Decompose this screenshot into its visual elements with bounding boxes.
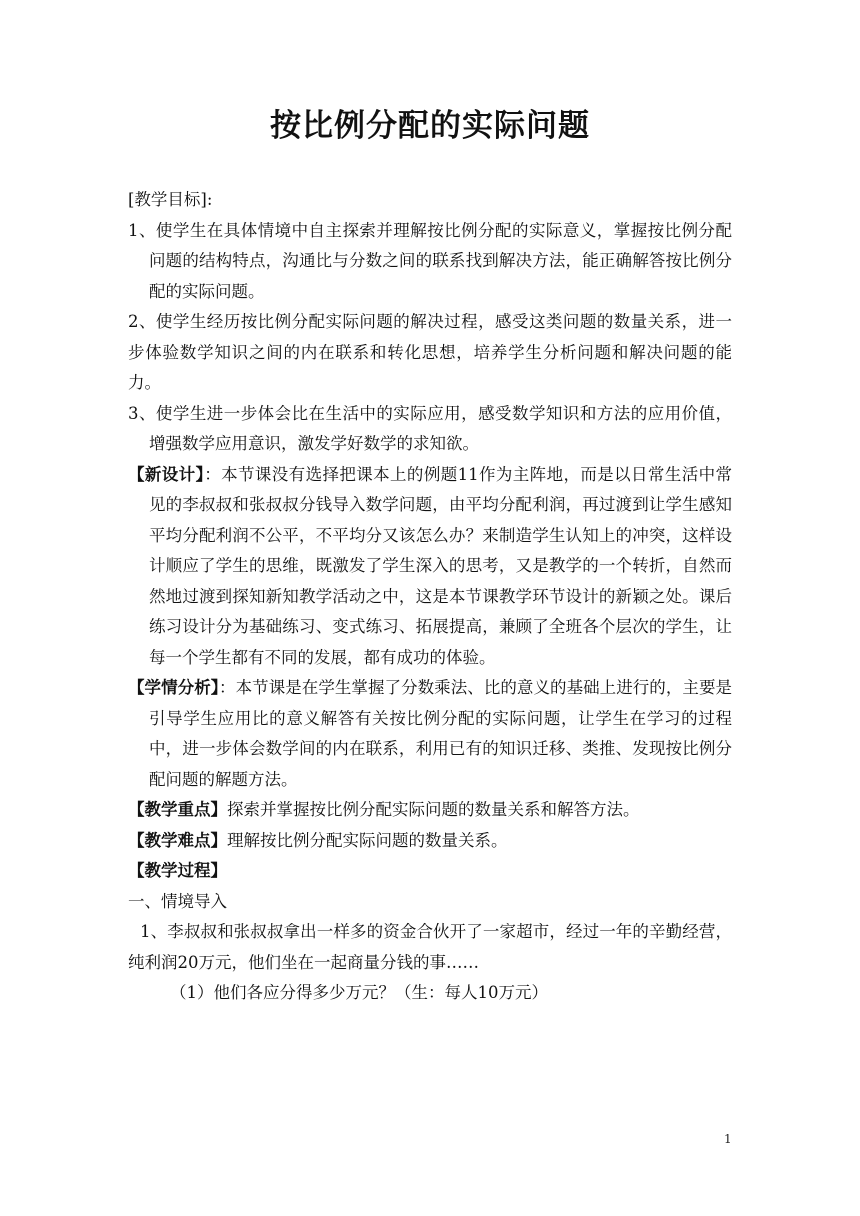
analysis-label: 【学情分析】	[128, 678, 220, 697]
objectives-heading: [教学目标]:	[128, 190, 213, 209]
design-label: 【新设计】	[128, 464, 205, 484]
page-number: 1	[724, 1132, 732, 1146]
difficulty-paragraph	[128, 826, 732, 857]
difficulty-label: 【教学难点】	[128, 830, 227, 850]
process-heading: 【教学过程】	[128, 861, 227, 880]
objective-item: 1、使学生在具体情境中自主探索并理解按比例分配的实际意义，掌握按比例分配问题的结构特点，沟通比与分数之间的联系找到解决方法，能正确解答按比例分配的实际问题。	[128, 220, 732, 301]
analysis-paragraph	[128, 673, 732, 795]
objective-item: 3、使学生进一步体会比在生活中的实际应用，感受数学知识和方法的应用价值，增强数学应用意识，激发学好数学的求知欲。	[128, 403, 732, 453]
keypoint-text: 探索并掌握按比例分配实际问题的数量关系和解答方法。	[227, 800, 640, 819]
keypoint-paragraph	[128, 795, 732, 826]
scenario-paragraph: 1、李叔叔和张叔叔拿出一样多的资金合伙开了一家超市，经过一年的辛勤经营，纯利润20万元，他们坐在一起商量分钱的事……	[128, 922, 732, 972]
question-item: （1）他们各应分得多少万元？（生：每人10万元）	[170, 983, 548, 1002]
difficulty-text: 理解按比例分配实际问题的数量关系。	[227, 830, 508, 850]
document-title: 按比例分配的实际问题	[270, 108, 590, 144]
objective-item: 2、使学生经历按比例分配实际问题的解决过程，感受这类问题的数量关系，进一步体验数学知识之间的内在联系和转化思想，培养学生分析问题和解决问题的能力。	[128, 312, 732, 392]
document-body	[128, 185, 732, 1009]
design-paragraph	[128, 460, 732, 674]
design-text: ：本节课没有选择把课本上的例题11作为主阵地，而是以日常生活中常见的李叔叔和张叔叔分钱导入数学问题，由平均分配利润，再过渡到让学生感知平均分配利润不公平，不平均分又该怎么办？来制造学生认知上的冲突，这样设计顺应了学生的思维，既激发了学生深入的思考，又是教学的一个转折，自然而然地过渡到探知新知教学活动之中，这是本节课教学环节设计的新颖之处。课后练习设计分为基础练习、变式练习、拓展提高，兼顾了全班各个层次的学生，让每一个学生都有不同的发展，都有成功的体验。	[149, 464, 733, 667]
section-heading: 一、情境导入	[128, 891, 227, 911]
analysis-text: ：本节课是在学生掌握了分数乘法、比的意义的基础上进行的，主要是引导学生应用比的意义解答有关按比例分配的实际问题，让学生在学习的过程中，进一步体会数学间的内在联系，利用已有的知识迁移、类推、发现按比例分配问题的解题方法。	[149, 678, 733, 789]
keypoint-label: 【教学重点】	[128, 800, 227, 819]
